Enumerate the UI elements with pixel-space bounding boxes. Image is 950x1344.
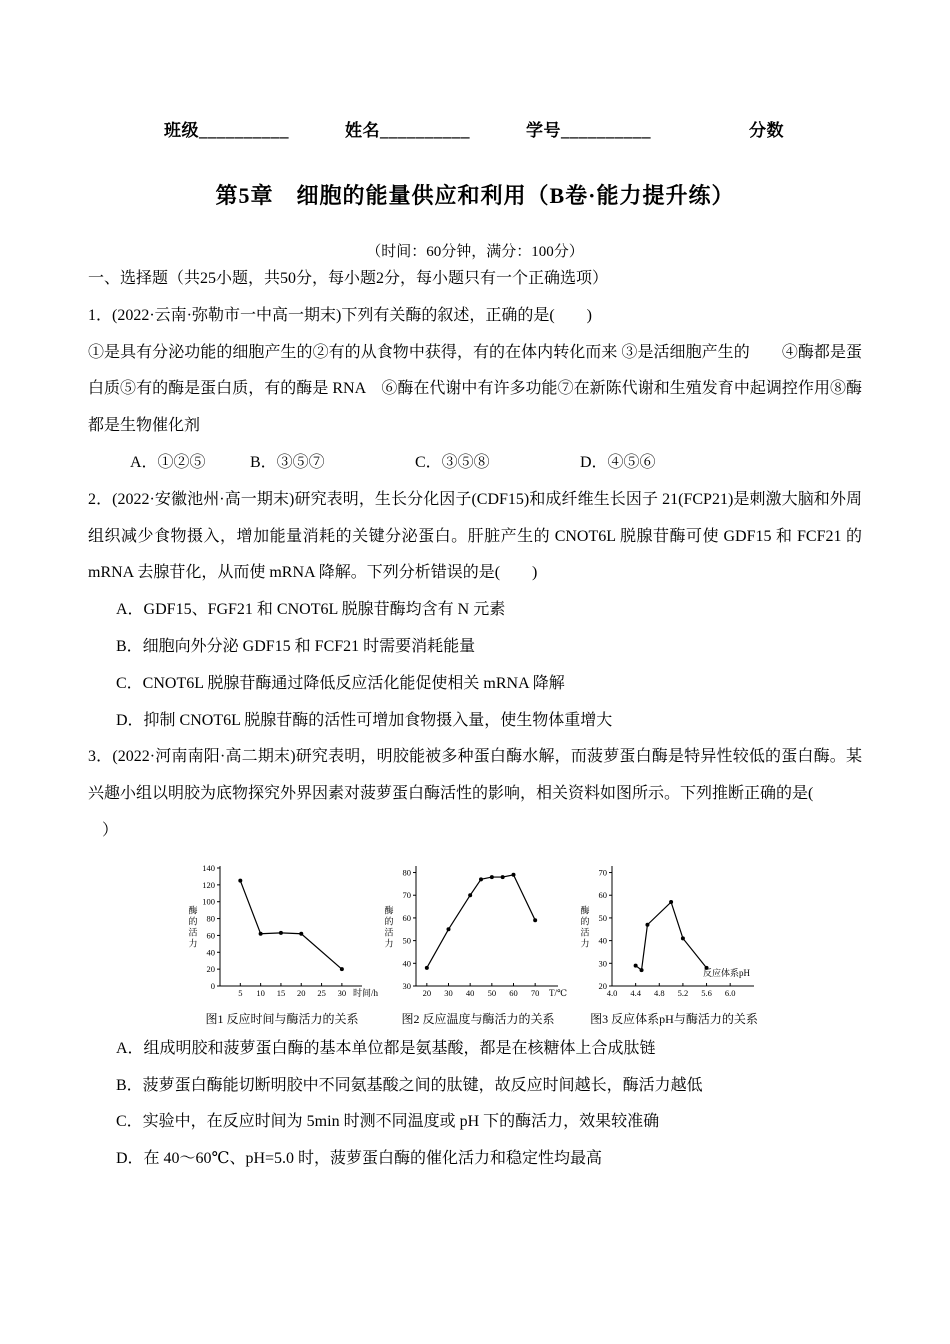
q3-stem: 3．(2022·河南南阳·高二期末)研究表明，明胶能被多种蛋白酶水解，而菠萝蛋白酶是特异性较低的蛋白酶。某兴趣小组以明胶为底物探究外界因素对菠萝蛋白酶活性的影响，相关资料如图所示。下列推断正确的是( — [88, 748, 862, 803]
q1-option-c: C．③⑤⑧ — [415, 453, 490, 471]
svg-text:0: 0 — [210, 980, 215, 991]
svg-text:40: 40 — [206, 947, 215, 958]
svg-text:60: 60 — [598, 889, 607, 900]
svg-text:的: 的 — [188, 916, 198, 927]
svg-text:活: 活 — [384, 927, 394, 938]
class-blank: __________ — [199, 121, 289, 140]
svg-text:10: 10 — [256, 987, 265, 998]
q2-option-c: C．CNOT6L 脱腺苷酶通过降低反应活化能促使相关 mRNA 降解 — [116, 674, 565, 692]
svg-text:70: 70 — [598, 867, 607, 878]
figure-1-caption: 图1 反应时间与酶活力的关系 — [205, 1011, 359, 1026]
svg-text:40: 40 — [465, 987, 475, 998]
svg-text:力: 力 — [580, 938, 590, 949]
svg-text:30: 30 — [444, 987, 453, 998]
student-id-blank: __________ — [561, 121, 651, 140]
q3-stem-close-paren: ） — [102, 821, 119, 839]
svg-text:20: 20 — [206, 963, 215, 974]
class-label: 班级 — [164, 121, 199, 140]
svg-text:140: 140 — [202, 862, 215, 873]
name-field — [345, 116, 470, 141]
svg-text:活: 活 — [188, 927, 198, 938]
q1-option-d: D．④⑤⑥ — [580, 453, 656, 471]
figure-3-caption: 图3 反应体系pH与酶活力的关系 — [590, 1011, 758, 1026]
svg-text:30: 30 — [598, 958, 607, 969]
svg-text:时间/h: 时间/h — [353, 987, 379, 998]
q2-option-a: A．GDF15、FGF21 和 CNOT6L 脱腺苷酶均含有 N 元素 — [116, 601, 506, 619]
svg-text:力: 力 — [188, 938, 198, 949]
figure-2 — [380, 858, 576, 1027]
q3-option-a: A．组成明胶和菠萝蛋白酶的基本单位都是氨基酸，都是在核糖体上合成肽链 — [116, 1039, 656, 1057]
section-heading: 一、选择题（共25小题，共50分，每小题2分，每小题只有一个正确选项） — [88, 270, 609, 287]
score-field — [749, 116, 784, 141]
svg-text:70: 70 — [402, 889, 411, 900]
class-field — [164, 116, 289, 141]
svg-text:80: 80 — [206, 913, 215, 924]
student-id-label: 学号 — [526, 121, 561, 140]
q2-option-b: B．细胞向外分泌 GDF15 和 FCF21 时需要消耗能量 — [116, 637, 476, 655]
score-label: 分数 — [749, 121, 784, 140]
svg-text:5.2: 5.2 — [677, 987, 689, 998]
svg-text:50: 50 — [487, 987, 497, 998]
svg-text:20: 20 — [422, 987, 432, 998]
q3-option-b: B．菠萝蛋白酶能切断明胶中不同氨基酸之间的肽键，故反应时间越长，酶活力越低 — [116, 1076, 703, 1094]
q3-option-c: C．实验中，在反应时间为 5min 时测不同温度或 pH 下的酶活力，效果较准确 — [116, 1113, 660, 1131]
svg-text:60: 60 — [509, 987, 518, 998]
figure-2-caption: 图2 反应温度与酶活力的关系 — [401, 1011, 555, 1026]
q1-options — [88, 445, 862, 482]
q2-option-d: D．抑制 CNOT6L 脱腺苷酶的活性可增加食物摄入量，使生物体重增大 — [116, 711, 613, 729]
svg-text:的: 的 — [384, 916, 394, 927]
svg-text:40: 40 — [598, 935, 607, 946]
svg-text:20: 20 — [297, 987, 306, 998]
q2-stem: 2．(2022·安徽池州·高一期末)研究表明，生长分化因子(CDF15)和成纤维生长因子 21(FCP21)是刺激大脑和外周组织减少食物摄入，增加能量消耗的关键分泌蛋白。肝脏产生的 CNOT6L 脱腺苷酶可使 GDF15 和 FCF21 的 mRNA 去腺苷化，从而使 mRNA 降解。下列分析错误的是( ) — [88, 490, 862, 582]
figure-1-line-chart — [184, 858, 380, 1008]
figure-3 — [576, 858, 772, 1027]
figure-2-line-chart — [380, 858, 576, 1008]
svg-text:4.8: 4.8 — [653, 987, 665, 998]
q1-stem: 1．(2022·云南·弥勒市一中高一期末)下列有关酶的叙述，正确的是( ) — [88, 306, 592, 324]
svg-text:50: 50 — [598, 912, 607, 923]
svg-text:30: 30 — [337, 987, 347, 998]
svg-text:60: 60 — [402, 912, 411, 923]
figure-3-line-chart — [576, 858, 772, 1008]
figures-row — [184, 858, 862, 1027]
svg-text:25: 25 — [317, 987, 326, 998]
q1-option-b: B．③⑤⑦ — [250, 453, 325, 471]
figure-1 — [184, 858, 380, 1027]
svg-text:6.0: 6.0 — [724, 987, 736, 998]
svg-text:酶: 酶 — [580, 905, 590, 916]
name-blank: __________ — [380, 121, 470, 140]
svg-text:T/℃: T/℃ — [549, 987, 568, 998]
svg-text:活: 活 — [580, 927, 590, 938]
svg-text:70: 70 — [530, 987, 540, 998]
svg-text:60: 60 — [206, 930, 215, 941]
svg-text:50: 50 — [402, 935, 411, 946]
q3-option-d: D．在 40～60℃、pH=5.0 时，菠萝蛋白酶的催化活力和稳定性均最高 — [116, 1150, 603, 1168]
svg-text:4.4: 4.4 — [630, 987, 641, 998]
svg-text:15: 15 — [276, 987, 286, 998]
svg-text:5.6: 5.6 — [701, 987, 712, 998]
name-label: 姓名 — [345, 121, 380, 140]
svg-text:的: 的 — [580, 916, 590, 927]
svg-text:120: 120 — [202, 879, 215, 890]
svg-text:30: 30 — [402, 980, 411, 991]
header-line — [88, 116, 862, 141]
svg-text:20: 20 — [598, 980, 607, 991]
svg-text:100: 100 — [202, 896, 215, 907]
svg-text:酶: 酶 — [188, 905, 198, 916]
page-title: 第5章 细胞的能量供应和利用（B卷·能力提升练） — [215, 183, 735, 208]
q1-body: ①是具有分泌功能的细胞产生的②有的从食物中获得，有的在体内转化而来 ③是活细胞产生的 ④酶都是蛋白质⑤有的酶是蛋白质，有的酶是 RNA ⑥酶在代谢中有许多功能⑦在新陈代谢和生殖发育中起调控作用⑧酶都是生物催化剂 — [88, 343, 862, 435]
svg-text:反应体系pH: 反应体系pH — [703, 967, 750, 978]
svg-text:酶: 酶 — [384, 905, 394, 916]
q1-option-a: A．①②⑤ — [130, 453, 206, 471]
svg-text:力: 力 — [384, 938, 394, 949]
student-id-field — [526, 116, 651, 141]
svg-text:40: 40 — [402, 958, 411, 969]
svg-text:80: 80 — [402, 867, 411, 878]
svg-text:4.0: 4.0 — [606, 987, 618, 998]
page-subtitle: （时间：60分钟，满分：100分） — [366, 244, 584, 260]
svg-text:5: 5 — [238, 987, 243, 998]
